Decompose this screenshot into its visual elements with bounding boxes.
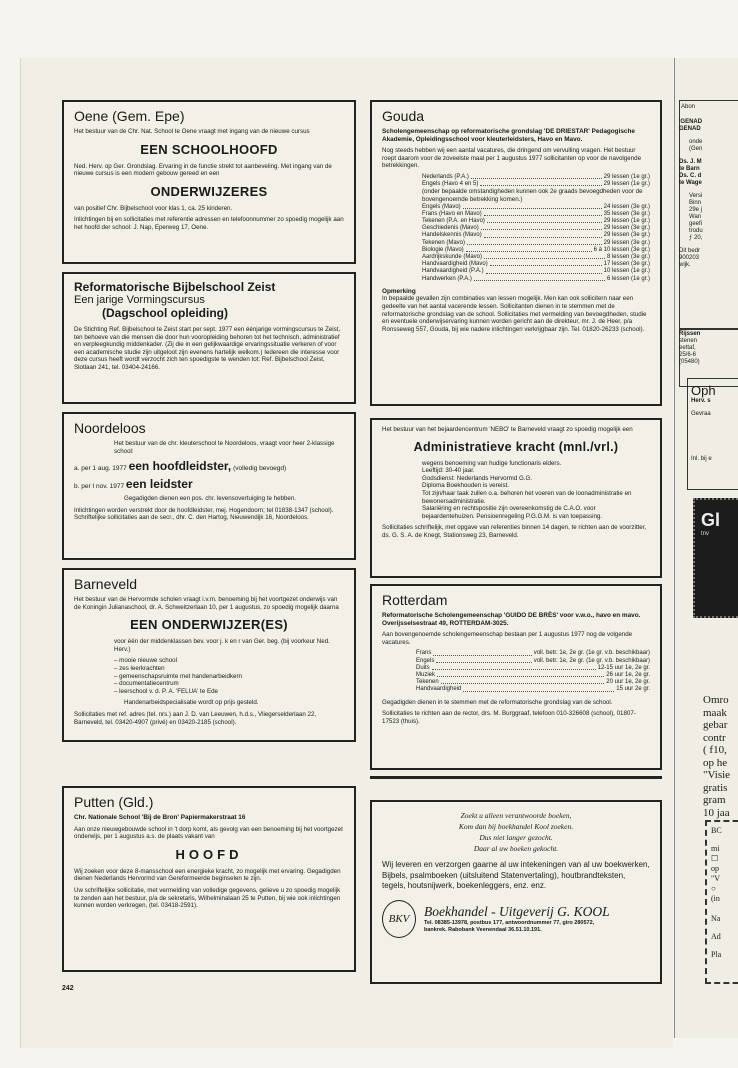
ad-text: Sollicitaties met ref. adres (tel. nrs.) aan J. D. van Leeuwen, h.d.s., Vliegerselderlaan 22, Barneveld, tel. 03420-4907 (privé) en 03420-2185 (school). — [74, 710, 317, 726]
list-item: Diploma Boekhouden is vereist. — [422, 482, 510, 490]
ad-text: De Stichting Ref. Bijbelschool te Zeist start per sept. 1977 een éénjarige vormingscursus te Zeist, ten behoeve van die mensen die door hun vooropleiding behoren tot het technisch, administratief en verpleegkundig middenkader. (Zij die in een gelijkwaardige ervaringssituatie verkeren of voor een academische studie zijn uitgeloot zijn evenens hartelijk welkom.) Iedereen die interesse voor deze cursus heeft wordt verzocht zich ten spoedigste te wenden tot: Ref. Bijbelschool Zeist, Slotlaan 241, tel. 03404-24166. — [74, 326, 341, 371]
ad-heading-2: ONDERWIJZERES — [150, 183, 268, 199]
poem-line: Dus niet langer gezocht. — [479, 833, 553, 842]
table-row: Biologie (Mavo) 6 à 10 lessen (3e gr.) — [422, 246, 650, 253]
ad-putten — [62, 786, 356, 972]
ad-heading: EEN SCHOOLHOOFD — [140, 141, 278, 157]
position-date: b. per I nov. 1977 — [74, 483, 125, 491]
ad-requirements — [422, 460, 650, 521]
poem-line: Daar al uw boeken gekocht. — [473, 844, 559, 853]
ad-title: Reformatorische Bijbelschool Zeist — [74, 280, 276, 294]
ad-text-2: Sollicitaties te richten aan de rector, drs. M. Burggraaf, telefoon 010-326608 (school), 01807-17523 (thuis). — [382, 710, 636, 725]
table-row: Handelskennis (Mavo) 29 lessen (3e gr.) — [422, 232, 650, 239]
dark-ad-title: Gl — [701, 510, 721, 530]
ad-text-3: Inlichtingen bij en sollicitaties met referentie adressen en telefoonnummer zo spoedig mogelijk aan het hoofd der school: J. Nap, Eperweg 17, Oene. — [74, 216, 344, 231]
ad-heading: HOOFD — [175, 846, 243, 862]
ad-rotterdam — [370, 584, 662, 770]
ad-title: Rotterdam — [382, 592, 448, 608]
ad-intro: Aan bovengenoemde scholengemeenschap bestaan per 1 augustus 1977 nog de volgende vacatures. — [382, 631, 633, 646]
list-item: Salariëring en rechtspositie zijn overeenkomstig de C.A.O. voor bejaardentehuizen. Pensioenregeling P.G.G.M. is van toepassing. — [422, 505, 603, 520]
list-item: – mooie nieuwe school — [114, 657, 177, 665]
table-row: Frans (Havo en Mavo) 35 lessen (3e gr.) — [422, 210, 650, 217]
ad-position-b — [74, 477, 344, 491]
table-row: Tekenen 20 uur 1e, 2e gr. — [416, 679, 650, 686]
table-row: Handvaardigheid (P.A.) 10 lessen (1e gr.) — [422, 268, 650, 275]
table-row: Aardrijkskunde (Mavo) 8 lessen (3e gr.) — [422, 253, 650, 260]
list-item: Leeftijd: 30-40 jaar. — [422, 467, 475, 475]
divider — [370, 776, 662, 779]
ad-text-2: van positief Chr. Bijbelschool voor klas 1, ca. 25 kinderen. — [74, 204, 233, 212]
kool-logo: BKV — [382, 900, 416, 938]
ad-text: In bepaalde gevallen zijn combinaties van lessen mogelijk. Men kan ook sollicitern naar een gedeelte van het aantal vacerende lessen. Sollicitanten dienen in te stemmen met de reformatorische grondslag van de school. Sollicitaties met vermelding van bevoegdheden, studie en eventuele onderwijservaring kunnen worden gericht aan de direkteur, mr. J. de Heer, p/a Ronsseweg 557, Gouda, bij wie nadere inlichtingen verkrijgbaar zijn. Tel. 01820-26233 (school). — [382, 295, 647, 333]
ad-remark-title: Opmerking — [382, 287, 416, 295]
ad-text: Sollicitaties schriftelijk, met opgave van referenties binnen 14 dagen, te richten aan de voorzitter, ds. G. S. A. de Knegt, Stationsweg 23, Barneveld. — [382, 524, 647, 539]
strip-text-coupon: BC mi ☐ op "V ○ (in Na Ad Pla — [711, 826, 722, 959]
ad-title: Barneveld — [74, 576, 138, 592]
ad-intro: Het bestuur van de chr. kleuterschool te Noordeloos, vraagt voor heer 2-klassige school: — [114, 440, 335, 455]
adjacent-page-strip — [674, 58, 738, 1038]
ad-noordeloos — [62, 412, 356, 560]
ad-text: Gegadigden dienen in te stemmen met de reformatorische grondslag van de school. — [382, 698, 613, 706]
table-row: Muziek 26 uur 1e, 2e gr. — [416, 671, 650, 678]
ad-subtitle: Een jarige Vormingscursus — [74, 294, 205, 306]
ad-subtitle-2: (Dagschool opleiding) — [102, 306, 228, 320]
strip-text-rijssen: Rijssen stenen eettaf, 25/6-6 (05480) — [679, 331, 701, 365]
strip-dark-ad — [693, 498, 738, 618]
table-note: (onder bepaalde omstandigheden kunnen ook 2e graads bevoegdheden voor de bovengenoemde betrekking komen.) — [422, 188, 643, 203]
list-item: – gemeenschapsruimte met handenarbeidkern — [114, 672, 242, 680]
ad-intro: Nog steeds hebben wij een aantal vacatures, die dringend om vervulling vragen. Het bestuur roept daarom voor de zoveelste maal per 1 augustus 1977 sollicitanten op voor de navolgende betrekkingen. — [382, 147, 642, 170]
strip-text-oph: Oph Herv. s Gevraa Inl. bij e — [691, 383, 716, 462]
dark-ad-sub: tnv — [701, 531, 710, 537]
ad-subtitle: Reformatorische Scholengemeenschap 'GUIDO DE BRÈS' voor v.w.o., havo en mavo. Overijsselsestraat 49, ROTTERDAM-3025. — [382, 612, 641, 627]
ad-poem — [382, 810, 650, 854]
ad-intro: Het bestuur van de Hervormde scholen vraagt i.v.m. benoeming bij het voortgezet onderwijs van de Koningin Julianaschool, dr. A. Schweitzerlaan 10, per 1 augustus, zo spoedig mogelijk daarna — [74, 596, 339, 611]
ad-position-a — [74, 459, 344, 473]
table-row: Engels (Havo 4 en 5) 29 lessen (1e gr.) — [422, 181, 650, 188]
ad-condition: Gegadigden dienen een pos. chr. levensovertuiging te hebben. — [124, 495, 297, 503]
ad-heading: EEN ONDERWIJZER(ES) — [130, 617, 288, 633]
ad-gouda — [370, 100, 662, 406]
list-item: – leerschool v. d. P. A. 'FELUA' te Ede — [114, 687, 218, 695]
ad-footer — [382, 900, 650, 938]
table-row: Geschiedenis (Mavo) 29 lessen (3e gr.) — [422, 225, 650, 232]
ad-zeist — [62, 272, 356, 404]
ad-text: Inlichtingen worden verstrekt door de hoofdleidster, mej. Hogendoorn; tel 01838-1347 (school). Schriftelijke sollicitaties aan de secr., dhr. C. den Hartog, Nieuwendijk 16, Noordeloos. — [74, 506, 334, 522]
position-title: een hoofdleidster, — [128, 459, 232, 474]
ad-text: Wij leveren en verzorgen gaarne al uw intekeningen van al uw boekwerken, Bijbels, psalmboeken (uitsluitend Statenvertaling), houtbrandteksten, tegels, houtsnijwerk, boekenleggers, enz. enz. — [382, 860, 650, 890]
ad-title: Putten (Gld.) — [74, 794, 154, 810]
ad-title: Oene (Gem. Epe) — [74, 108, 185, 124]
position-date: a. per 1 aug. 1977 — [74, 465, 127, 473]
ad-barneveld — [62, 568, 356, 742]
ad-oene — [62, 100, 356, 264]
table-row: Frans voll. betr. 1e, 2e gr. (1e gr. v.b. beschikbaar) — [416, 650, 650, 657]
table-row: Handwerken (P.A.) 6 lessen (1e gr.) — [422, 275, 650, 282]
position-note: (volledig bevoegd) — [233, 465, 287, 473]
ad-heading: Administratieve kracht (mnl./vrl.) — [413, 439, 619, 454]
ad-requirement: voor één der middenklassen bev. voor j. k en r van Ger. beg. (bij voorkeur Ned. Herv.) — [114, 638, 330, 653]
list-item: Godsdienst: Nederlands Hervormd G.G. — [422, 474, 533, 482]
ad-note: Handenarbeidspecialisatie wordt op prijs gesteld. — [124, 699, 259, 707]
table-row: Handvaardigheid 15 uur 2e gr. — [416, 686, 650, 693]
ad-intro: Het bestuur van het bejaardencentrum 'NEBO' te Barneveld vraagt zo spoedig mogelijk een — [382, 426, 633, 433]
ad-intro: Het bestuur van de Chr. Nat. School te Oene vraagt met ingang van de nieuwe cursus — [74, 128, 310, 135]
table-row: Handvaardigheid (Mavo) 17 lessen (3e gr.) — [422, 261, 650, 268]
ad-subtitle: Scholengemeenschap op reformatorische grondslag 'DE DRIESTAR' Pedagogische Akademie, Opleidingsschool voor kleuterleidsters, Havo en Mavo. — [382, 128, 635, 143]
ad-bullets — [114, 657, 344, 695]
strip-text-top: Abon 'GENAD GENAD onde (Gen Ds. J. M te Barn Ds. C. d te Wage Versi Binn 29e j Wan geefi trodu ƒ 20, Dit bedr 900203 wijk. — [679, 104, 703, 268]
ad-text: Ned. Herv. op Ger. Grondslag. Ervaring in de functie strekt tot aanbeveling. Met ingang van de nieuwe cursus is een modern gebouw gereed en een — [74, 162, 332, 178]
ad-nebo — [370, 418, 662, 578]
page-number: 242 — [62, 985, 74, 992]
vacancy-table — [422, 174, 650, 283]
table-row: Engels (Mavo) 24 lessen (3e gr.) — [422, 203, 650, 210]
ad-brand: Boekhandel - Uitgeverij G. KOOL — [424, 903, 610, 919]
table-row: Nederlands (P.A.) 29 lessen (1e gr.) — [422, 173, 650, 180]
poem-line: Kom dan bij boekhandel Kool zoeken. — [458, 822, 574, 831]
ad-text: Wij zoeken voor deze 8-mansschool een energieke kracht, zo mogelijk met ervaring. Gegadigden dienen Nederlands Hervormd van Gereformeerde beginselen te zijn. — [74, 867, 341, 883]
ad-kool — [370, 800, 662, 984]
poem-line: Zoekt u alleen verantwoorde boeken, — [460, 811, 572, 820]
ad-text-2: Uw schriftelijke sollicitatie, met vermelding van volledige gegevens, gelieve u zo spoedig mogelijk te zenden aan het bestuur, p/a de sekretaris, Wilhelminalaan 25 te Putten, bij wie ook inlichtingen kunnen worden verkregen, (tel. 03418-2591). — [74, 886, 341, 910]
ad-address: Tel. 08385-13978, postbus 177, antwoordnummer 77, giro 280572, bankrek. Rabobank Veenendaal 36.51.10.191. — [424, 919, 595, 933]
table-row: Tekenen (Mavo) 29 lessen (3e gr.) — [422, 239, 650, 246]
table-row: Duits 12-15 uur 1e, 2e gr. — [416, 664, 650, 671]
position-title: een leidster — [125, 477, 193, 492]
table-row: Tekenen (P.A. en Havo) 29 lessen (1e gr.) — [422, 217, 650, 224]
list-item: – zes leerkrachten — [114, 664, 165, 672]
ad-title: Gouda — [382, 108, 425, 124]
ad-title: Noordeloos — [74, 420, 146, 436]
strip-text-omroep: Omro maak gebar contr ( f10, op he "Visie gratis gram 10 jaa — [703, 694, 731, 819]
table-row: Engels voll. betr. 1e, 2e gr. (1e gr. v.b. beschikbaar) — [416, 657, 650, 664]
ad-subtitle: Chr. Nationale School 'Bij de Bron' Papiermakerstraat 16 — [74, 814, 246, 821]
vacancy-table — [416, 650, 650, 693]
list-item: Tot zijn/haar taak zullen o.a. behoren het voeren van de loonadministratie en bewonersadministratie. — [422, 489, 632, 505]
list-item: – documentatiecentrum — [114, 680, 179, 688]
ad-intro: Aan onze nieuwgebouwde school in 't dorp komt, als gevolg van een benoeming bij het voortgezet onderwijs, per 1 augustus a.s. de plaats vakant van — [74, 825, 343, 841]
list-item: wegens benoeming van hudige functionaris elders. — [422, 459, 562, 467]
